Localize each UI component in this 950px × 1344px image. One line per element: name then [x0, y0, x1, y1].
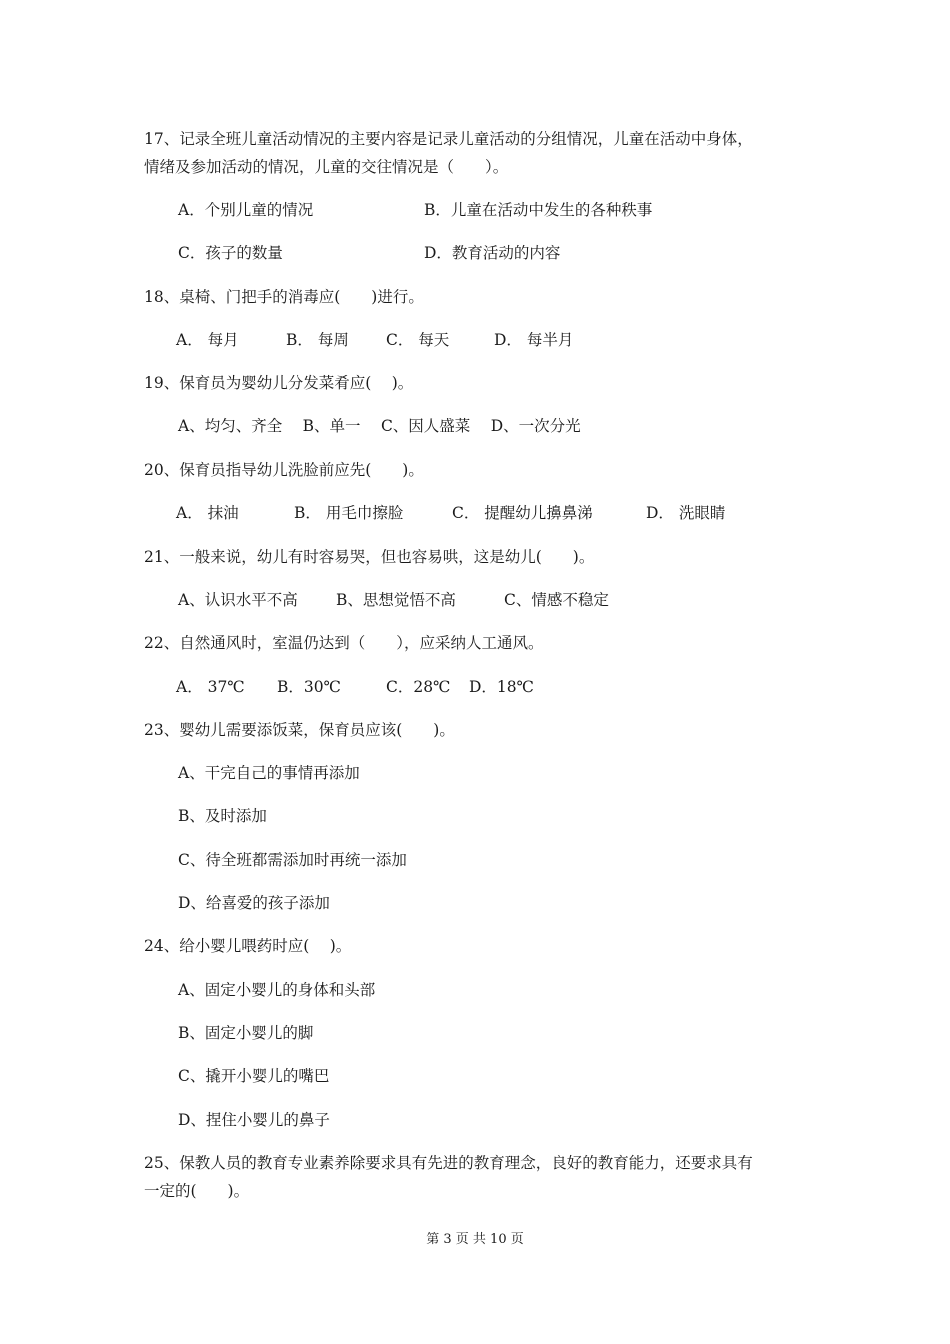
q17-option-a: A．个别儿童的情况 [178, 201, 314, 219]
question-18-stem: 18、桌椅、门把手的消毒应( )进行。 [144, 288, 424, 306]
q20-option-a: A． 抹油 [176, 504, 239, 522]
q17-option-c: C．孩子的数量 [178, 244, 283, 262]
q24-option-c: C、撬开小婴儿的嘴巴 [178, 1067, 330, 1085]
q21-option-b: B、思想觉悟不高 [336, 591, 456, 609]
q20-option-d: D． 洗眼睛 [646, 504, 726, 522]
q22-option-b: B．30℃ [277, 678, 341, 696]
question-17-line-1: 17、记录全班儿童活动情况的主要内容是记录儿童活动的分组情况，儿童在活动中身体， [144, 130, 753, 148]
q20-option-b: B． 用毛巾擦脸 [294, 504, 404, 522]
q20-option-c: C． 提醒幼儿擤鼻涕 [452, 504, 593, 522]
q24-option-d: D、捏住小婴儿的鼻子 [178, 1111, 330, 1129]
q18-option-b: B． 每周 [286, 331, 349, 349]
q22-option-d: D．18℃ [469, 678, 534, 696]
q23-option-b: B、及时添加 [178, 807, 267, 825]
q18-option-d: D． 每半月 [494, 331, 574, 349]
q19-options: A、均匀、齐全 B、单一 C、因人盛菜 D、一次分光 [178, 417, 581, 435]
question-22-stem: 22、自然通风时，室温仍达到（ ），应采纳人工通风。 [144, 634, 544, 652]
q23-option-c: C、待全班都需添加时再统一添加 [178, 851, 407, 869]
question-20-stem: 20、保育员指导幼儿洗脸前应先( )。 [144, 461, 424, 479]
question-25-line-2: 一定的( )。 [144, 1182, 250, 1200]
q24-option-a: A、固定小婴儿的身体和头部 [178, 981, 376, 999]
question-25-line-1: 25、保教人员的教育专业素养除要求具有先进的教育理念，良好的教育能力，还要求具有 [144, 1154, 753, 1172]
question-24-stem: 24、给小婴儿喂药时应( )。 [144, 937, 352, 955]
question-17-line-2: 情绪及参加活动的情况，儿童的交往情况是（ ）。 [144, 158, 509, 176]
q22-option-c: C．28℃ [386, 678, 451, 696]
q23-option-d: D、给喜爱的孩子添加 [178, 894, 330, 912]
q18-option-a: A． 每月 [176, 331, 239, 349]
q17-option-d: D．教育活动的内容 [424, 244, 561, 262]
page-footer: 第 3 页 共 10 页 [426, 1232, 524, 1247]
q21-option-c: C、情感不稳定 [504, 591, 609, 609]
q21-option-a: A、认识水平不高 [178, 591, 298, 609]
q24-option-b: B、固定小婴儿的脚 [178, 1024, 314, 1042]
question-19-stem: 19、保育员为婴幼儿分发菜肴应( )。 [144, 374, 414, 392]
q17-option-b: B．儿童在活动中发生的各种秩事 [424, 201, 653, 219]
question-21-stem: 21、一般来说，幼儿有时容易哭，但也容易哄，这是幼儿( )。 [144, 548, 595, 566]
q22-option-a: A． 37℃ [176, 678, 245, 696]
question-23-stem: 23、婴幼儿需要添饭菜，保育员应该( )。 [144, 721, 455, 739]
q18-option-c: C． 每天 [386, 331, 450, 349]
q23-option-a: A、干完自己的事情再添加 [178, 764, 360, 782]
